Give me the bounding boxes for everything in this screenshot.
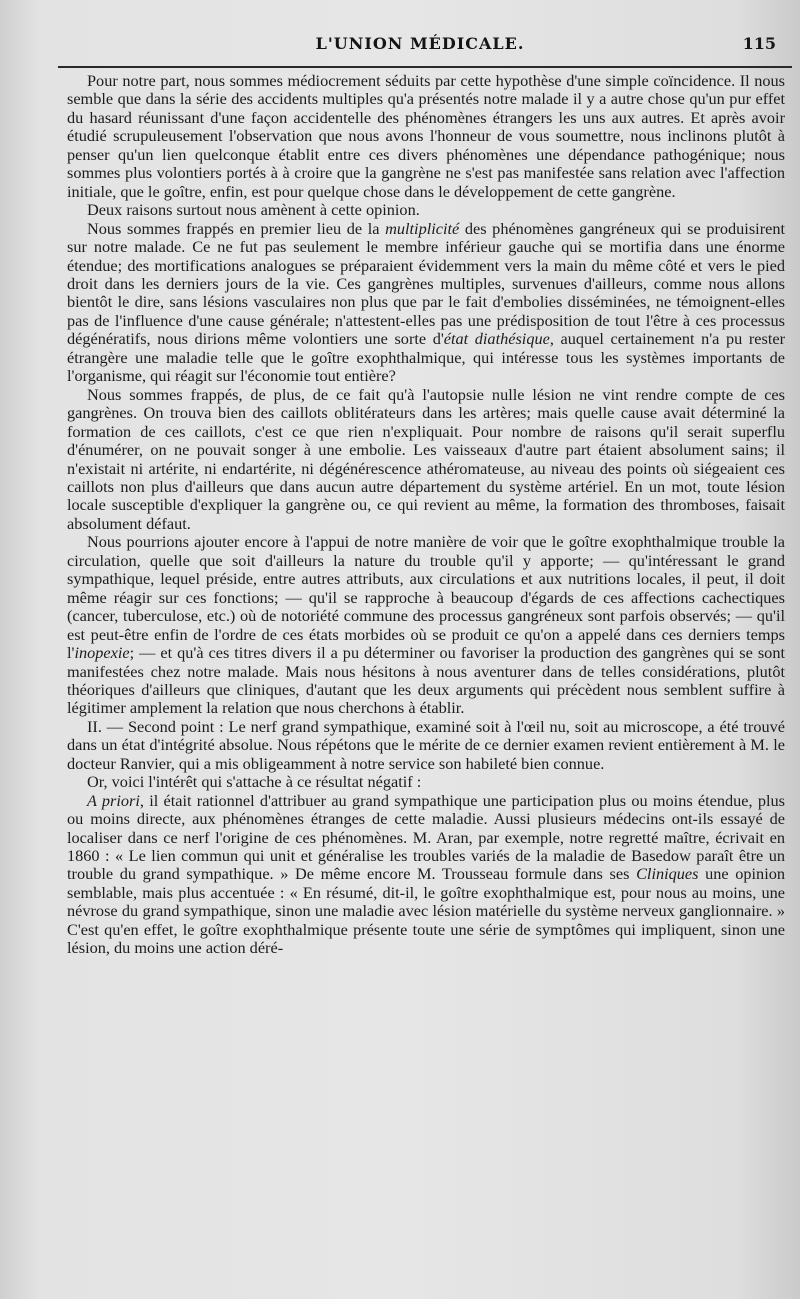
italic-term: A priori	[87, 790, 140, 810]
italic-term: multiplicité	[385, 218, 460, 238]
paragraph-coincidence: Pour notre part, nous sommes médiocrement séduits par cette hypothèse d'une simple coïncidence. Il nous semble que dans la série des accidents multiples qu'a présentés notre malade il y a autre chose qu'un pur effet du hasard réunissant d'une façon accidentelle des phénomènes étrangers les uns aux autres. Et après avoir étudié scrupuleusement l'observation que nous avons l'honneur de vous soumettre, nous inclinons plutôt à penser qu'un lien quelconque établit entre ces divers phénomènes une dépendance pathogénique; nous sommes plus volontiers portés à à croire que la gangrène ne s'est pas manifestée sans relation avec l'affection initiale, que le goître, enfin, est pour quelque chose dans le développement de cette gangrène.	[67, 71, 785, 201]
page-header	[60, 34, 780, 56]
text-run: Nous sommes frappés en premier lieu de la	[87, 218, 386, 238]
text-run: ; — et qu'à ces titres divers il a pu déterminer ou favoriser la production des gangrènes qui se sont manifestées chez notre malade. Mais nous hésitons à nous aventurer dans de telles considérations, plutôt théoriques d'ailleurs que cliniques, d'autant que les deux arguments qui précèdent nous semblent suffire à légitimer amplement la relation que nous cherchons à établir.	[67, 643, 785, 718]
paragraph-second-point: II. — Second point : Le nerf grand sympathique, examiné soit à l'œil nu, soit au microscope, a été trouvé dans un état d'intégrité absolue. Nous répétons que le mérite de ce dernier examen revient entièrement à M. le docteur Ranvier, qui a mis obligeamment à notre service son habileté bien connue.	[67, 716, 785, 773]
text-run: des phénomènes gangréneux qui se produisirent sur notre malade. Ce ne fut pas seulement le membre inférieur gauche qui se mortifia dans une énorme étendue; des mortifications analogues se préparaient évidemment vers la main du même côté et vers le pied droit dans les derniers jours de la vie. Ces gangrènes multiples, survenues d'ailleurs, comme nous allons bientôt le dire, sans lésions vasculaires non plus que par le fait d'embolies disséminées, ne témoignent-elles pas de l'influence d'une cause générale; n'attestent-elles pas une prédisposition de tout l'être à ces processus dégénératifs, nous dirions même volontiers une sorte d'	[67, 218, 786, 349]
paragraph-negative-result: Or, voici l'intérêt qui s'attache à ce résultat négatif :	[87, 772, 422, 792]
page-number: 115	[742, 34, 776, 53]
paragraph-a-priori	[67, 792, 785, 958]
header-rule	[58, 66, 792, 68]
text-run: une opinion semblable, mais plus accentuée : « En résumé, dit-il, le goître exophthalmique est, pour nous au moins, une névrose du grand sympathique, sinon une maladie avec lésion matérielle du système nerveux ganglionnaire. » C'est qu'en effet, le goître exophthalmique présente toute une série de symptômes qui impliquent, sinon une lésion, du moins une action déré-	[67, 864, 785, 958]
running-title: L'UNION MÉDICALE.	[315, 34, 525, 53]
paragraph-circulation	[67, 533, 785, 718]
paragraph-two-reasons: Deux raisons surtout nous amènent à cette opinion.	[87, 200, 420, 220]
paragraph-multiplicity	[67, 220, 785, 386]
paragraph-autopsy: Nous sommes frappés, de plus, de ce fait qu'à l'autopsie nulle lésion ne vint rendre compte de ces gangrènes. On trouva bien des caillots oblitérateurs dans les artères; mais quelle cause avait déterminé la formation de ces caillots, c'est ce que rien n'expliquait. Pour nombre de raisons qu'il serait superflu d'énumérer, on ne pouvait songer à une embolie. Les vaisseaux d'autre part étaient absolument sains; il n'existait ni artérite, ni endartérite, ni dégénérescence athéromateuse, au niveau des points où siégeaient ces caillots non plus d'ailleurs que dans aucun autre département du système artériel. En un mot, toute lésion locale susceptible d'expliquer la gangrène ou, ce qui revient au même, la formation des thromboses, faisait absolument défaut.	[67, 384, 785, 533]
text-run: , auquel certainement n'a pu rester étrangère une maladie telle que le goître exophthalmique, qui intéresse tous les systèmes importants de l'organisme, qui réagit sur l'économie tout entière?	[67, 329, 786, 386]
italic-term: état diathésique	[443, 329, 550, 349]
text-run: , il était rationnel d'attribuer au grand sympathique une participation plus ou moins étendue, plus ou moins directe, aux phénomènes étranges de cette maladie. Aussi plusieurs médecins ont-ils essayé de localiser dans ce nerf l'origine de ces phénomènes. M. Aran, par exemple, notre regretté maître, écrivait en 1860 : « Le lien commun qui unit et généralise les troubles variés de la maladie de Basedow paraît être un trouble du grand sympathique. » De même encore M. Trousseau formule dans ses	[67, 790, 785, 884]
body-text	[67, 72, 785, 958]
italic-term: inopexie	[74, 643, 130, 663]
text-run: Nous pourrions ajouter encore à l'appui de notre manière de voir que le goître exophthalmique trouble la circulation, quelle que soit d'ailleurs la nature du trouble qu'il y apporte; — qu'intéressant le grand sympathique, lequel préside, entre autres attributs, aux circulations et aux nutritions locales, il peut, il doit même réagir sur ces fonctions; — qu'il se rapproche à beaucoup d'égards de ces affections cachectiques (cancer, tuberculose, etc.) où de notoriété commune des processus gangréneux sont parfois observés; — qu'il est peut-être enfin de l'ordre de ces états morbides où se produit ce qu'on a appelé dans ces derniers temps l'	[67, 532, 785, 663]
italic-term: Cliniques	[636, 864, 699, 884]
